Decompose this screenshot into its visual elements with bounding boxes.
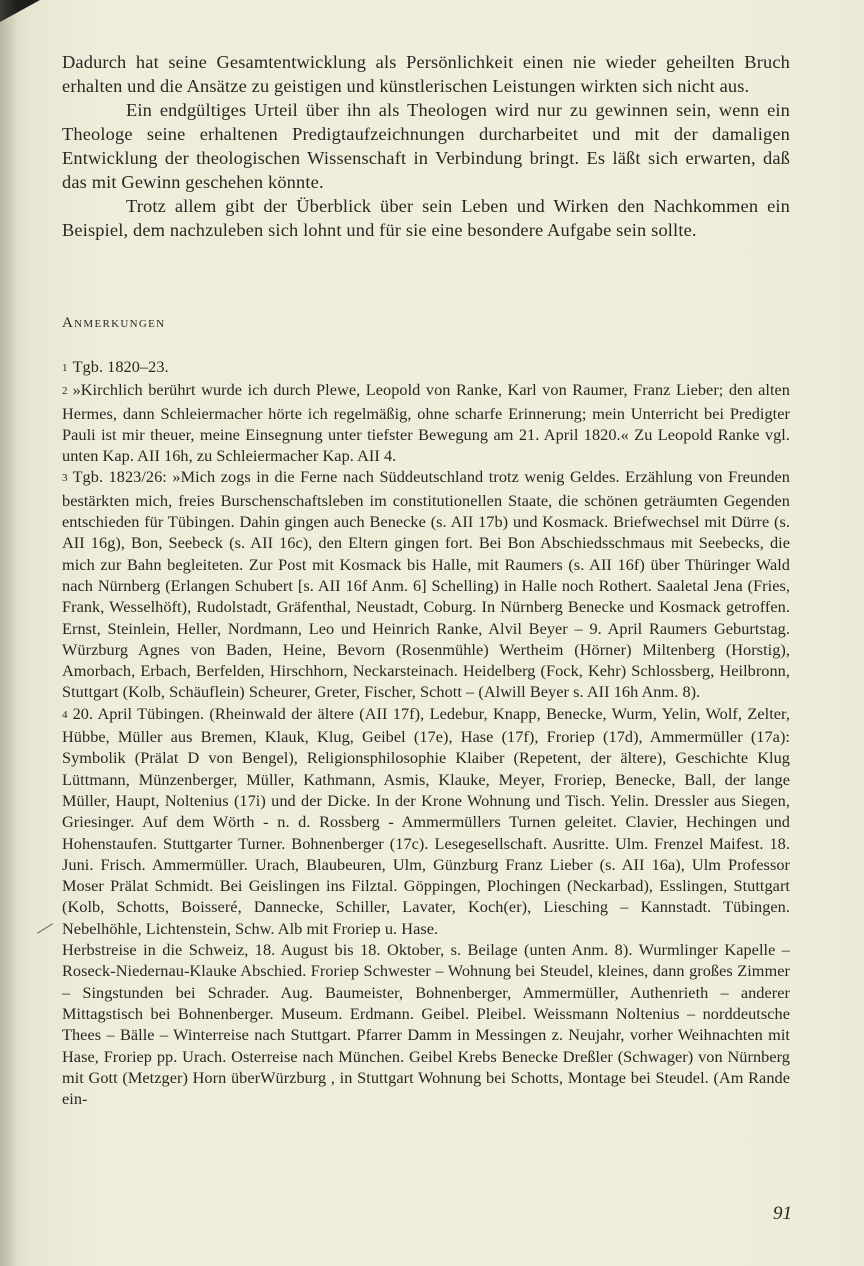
note-2 xyxy=(62,379,790,466)
gutter-shadow xyxy=(0,0,18,1266)
notes-heading: Anmerkungen xyxy=(62,315,166,331)
text-block xyxy=(62,50,790,1109)
body-paragraph-2: Ein endgültiges Urteil über ihn als Theologen wird nur zu gewinnen sein, wenn ein Theologe seine erhaltenen Predigtaufzeichnungen durcharbeitet und mit der damaligen Entwicklung der theologischen Wissenschaft in Verbindung bringt. Es läßt sich erwarten, daß das mit Gewinn geschehen könnte. xyxy=(62,100,790,192)
margin-pencil-mark xyxy=(37,923,53,933)
note-1 xyxy=(62,356,790,379)
note-4 xyxy=(62,703,790,939)
body-paragraph-1: Dadurch hat seine Gesamtentwicklung als Persönlichkeit einen nie wieder geheilten Bruch erhalten und die Ansätze zu geistigen und künstlerischen Leistungen wirkten sich nicht aus. xyxy=(62,52,790,96)
note-number: 2 xyxy=(62,385,68,398)
note-3 xyxy=(62,466,790,702)
note-text: Herbstreise in die Schweiz, 18. August bis 18. Oktober, s. Beilage (unten Anm. 8). Wurmlinger Kapelle – Roseck-Niedernau-Klauke Abschied. Froriep Schwester – Wohnung bei Steudel, kleines, dann großes Zimmer – Singstunden bei Schrader. Aug. Baumeister, Bohnenberger, Ammermüller, Authenrieth – anderer Mittagstisch bei Bohnenberger. Museum. Erdmann. Geibel. Pleibel. Weissmann Noltenius – norddeutsche Thees – Bälle – Winterreise nach Stuttgart. Pfarrer Damm in Messingen z. Neujahr, vorher Weihnachten mit Hase, Froriep pp. Urach. Osterreise nach München. Geibel Krebs Benecke Dreßler (Schwager) von Nürnberg mit Gott (Metzger) Horn überWürzburg , in Stuttgart Wohnung bei Schotts, Montage bei Steudel. (Am Rande ein- xyxy=(62,940,790,1109)
note-text: 20. April Tübingen. (Rheinwald der ältere (AII 17f), Ledebur, Knapp, Benecke, Wurm, Yelin, Wolf, Zelter, Hübbe, Müller aus Bremen, Klauk, Klug, Geibel (17e), Hase (17f), Froriep (17d), Ammermüller (17a): Symbolik (Prälat D von Bengel), Religionsphilosophie Klaiber (Repetent, der ältere), Geschichte Klug Lüttmann, Münzenberger, Müller, Kathmann, Asmis, Klauke, Meyer, Froriep, Benecke, Ball, der lange Müller, Haupt, Noltenius (17i) und der Dicke. In der Krone Wohnung und Tisch. Yelin. Dressler aus Siegen, Griesinger. Auf dem Wörth - n. d. Rossberg - Ammermüllers Turnen geleitet. Clavier, Hechingen und Hohenstaufen. Stuttgarter Turner. Bohnenberger (17c). Lesegesellschaft. Ausritte. Ulm. Frenzel Maifest. 18. Juni. Frisch. Ammermüller. Urach, Blaubeuren, Ulm, Günzburg Franz Lieber (s. AII 16a), Ulm Professor Moser Prälat Schmidt. Bei Geislingen ins Filztal. Göppingen, Plochingen (Neckarbad), Esslingen, Stuttgart (Kolb, Schotts, Boisseré, Dannecke, Schiller, Lavater, Koch(er), Liesching – Kannstadt. Tübingen. Nebelhöhle, Lichtenstein, Schw. Alb mit Froriep u. Hase. xyxy=(62,703,790,938)
note-text: Tgb. 1820–23. xyxy=(72,357,169,376)
note-text: Tgb. 1823/26: »Mich zogs in die Ferne nach Süddeutschland trotz wenig Geldes. Erzählung von Freunden bestärkten mich, freies Burschenschaftsleben im constitutionellen Staate, die schönen geträumten Gegenden entschieden für Tübingen. Dahin gingen auch Benecke (s. AII 17b) und Kosmack. Briefwechsel mit Dürre (s. AII 16g), Bon, Seebeck (s. AII 16c), den Eltern gingen fort. Bei Bon Abschiedsschmaus mit Seebecks, die mich zur Bahn begleiteten. Zur Post mit Kosmack bis Halle, mit Raumers (s. AII 16f) über Thüringer Wald nach Nürnberg (Erlangen Schubert [s. AII 16f Anm. 6] Schelling) in Halle noch Rothert. Saaletal Jena (Fries, Frank, Wesselhöft), Rudolstadt, Gräfenthal, Neustadt, Coburg. In Nürnberg Benecke und Kosmack getroffen. Ernst, Steinlein, Heller, Nordmann, Leo und Heinrich Ranke, Alvil Beyer – 9. April Raumers Geburtstag. Würzburg Agnes von Baden, Heine, Bevorn (Rosenmühle) Wertheim (Hörner) Miltenberg (Horstig), Amorbach, Erbach, Berfelden, Hirschhorn, Neckarsteinach. Heidelberg (Fock, Kehr) Schlossberg, Heilbronn, Stuttgart (Kolb, Schäuflein) Scheurer, Greter, Fischer, Schott – (Alwill Beyer s. AII 16h Anm. 8). xyxy=(62,467,790,702)
note-number: 3 xyxy=(62,472,68,485)
page-number: 91 xyxy=(773,1203,792,1224)
notes-list xyxy=(62,356,790,1109)
note-4-continuation xyxy=(62,939,790,1109)
body-paragraph-3: Trotz allem gibt der Überblick über sein Leben und Wirken den Nachkommen ein Beispiel, dem nachzuleben sich lohnt und für sie eine besondere Aufgabe sein sollte. xyxy=(62,196,790,240)
note-number: 4 xyxy=(62,708,68,721)
note-number: 1 xyxy=(62,362,68,374)
note-text: »Kirchlich berührt wurde ich durch Plewe, Leopold von Ranke, Karl von Raumer, Franz Lieber; den alten Hermes, dann Schleiermacher hörte ich regelmäßig, ohne scharfe Erinnerung; mein Unterricht bei Predigter Pauli ist mir theuer, meine Einsegnung unter tiefster Bewegung am 21. April 1820.« Zu Leopold Ranke vgl. unten Kap. AII 16h, zu Schleiermacher Kap. AII 4. xyxy=(62,380,790,466)
